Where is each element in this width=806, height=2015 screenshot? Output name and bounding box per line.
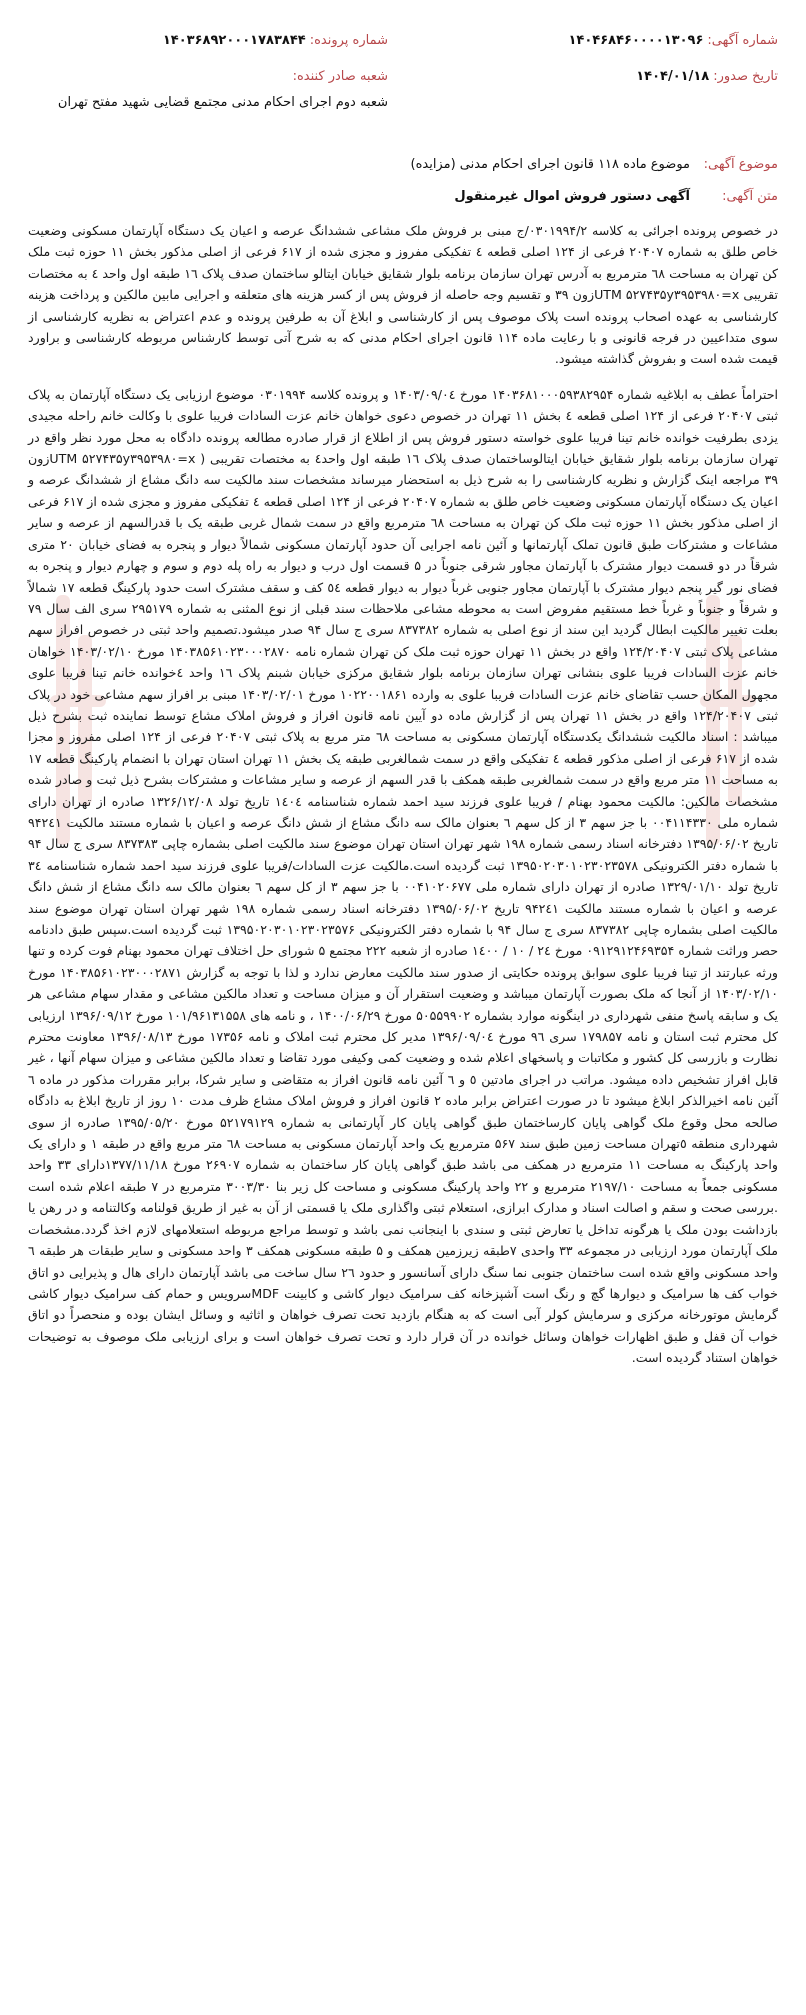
file-number: ۱۴۰۳۶۸۹۲۰۰۰۱۷۸۳۸۴۴ (162, 33, 306, 48)
ad-text-label: متن آگهی: (722, 189, 778, 204)
topic-label: موضوع آگهی: (703, 157, 778, 172)
file-number-label: شماره پرونده: (309, 33, 388, 48)
header-left-column (28, 30, 388, 128)
issue-date: ۱۴۰۴/۰۱/۱۸ (636, 69, 710, 84)
body-paragraph-2: احتراماً عطف به ابلاغیه شماره ۱۴۰۳۶۸۱۰۰۰۵۹۳۸۲۹۵۴ مورخ ۱۴۰۳/۰۹/۰٤ و پرونده کلاسه ۰۳۰۱۹۹۴ موضوع ارزیابی یک دستگاه آپارتمان به پلاک ثبتی ۲۰۴۰۷ فرعی از ۱۲۴ اصلی قطعه ٤ بخش ۱۱ تهران در خصوص دعوی خواهان خانم عزت السادات فریبا علوی با وکالت خانم راحله مجیدی یزدی بطرفیت خوانده خانم تینا فریبا علوی خواسته دستور فروش پس از اطلاع از قرار صادره مطالعه پرونده دادگاه به محل مورد نظر واقع در تهران سازمان برنامه بلوار شقایق خیابان ایتالوساختمان صدف پلاک ١٦ طبقه اول واحد٤ به مختصات تقریبی ( UTM ۵۲۷۴۳۵y۳۹۵۳۹۸۰=xزون ۳۹ مراجعه اینک گزارش و نظریه کارشناسی را به شرح ذیل به استحضار میرساند مشخصات سند مالکیت سه دانگ مشاع از ششدانگ عرصه و اعیان یک دستگاه آپارتمان مسکونی وضعیت خاص طلق به شماره ۲۰۴۰۷ فرعی از ۱۲۴ اصلی قطعه ٤ تفکیکی مفروز و مجزی شده از ۶۱۷ فرعی از اصلی مذکور بخش ۱۱ حوزه ثبت ملک کن تهران به مساحت ٦٨ مترمربع واقع در سمت شمال غربی طبقه یک با قدرالسهم از عرصه و سایر مشاعات و مشترکات طبق قانون تملک آپارتمانها و آئین نامه اجرایی آن حدود آپارتمان مسکونی شمالاً دیوار و پنجره به فضای خیابان ۲۰ متری شرقاً در دو قسمت دیوار مشترک با آپارتمان مجاور شرقی جنوباً در ۵ قسمت اول درب و دیوار به راه پله دوم و سوم و چهارم دیوار و پنجره به فضای نور گیر پنجم دیوار مشترک با آپارتمان مجاور جنوبی غرباً دیوار به دیوار قطعه ٥٤ کف و سقف مشترک است حدود پارکینگ قطعه ۱۷ شمالاً و شرقاً و جنوباً و غرباً خط مستقیم مفروض است به محوطه مشاعی ملاحظات سند قبلی از نوع المثنی به شماره ۲۹۵۱۷۹ سری الف سال ۷۹ بعلت تغییر مالکیت ابطال گردید این سند از نوع اصلی به شماره ۸۳۷۳۸۲ سری ج سال ۹۴ صدر میشود.تصمیم واحد ثبتی در خصوص افراز سهم مشاعی پلاک ثبتی ۱۲۴/۲۰۴۰۷ واقع در بخش ۱۱ تهران حوزه ثبت ملک کن تهران شماره نامه ۱۴۰۳۸۵۶۱۰۲۳۰۰۰۲۸۷۰ مورخ ۱۴۰۳/۰۲/۱۰ خواهان خانم عزت السادات فریبا علوی بنشانی تهران سازمان برنامه بلوار شقایق مرکزی خیابان شبنم پلاک ١٦ واحد ٤خوانده خانم تینا فریبا علوی مجهول المکان حسب تقاضای خانم عزت السادات فریبا علوی به وارده ۱۰۲۲۰۰۱۸۶۱ مورخ ۱۴۰۳/۰۲/۰۱ مبنی بر افراز سهم مشاعی خود در پلاک ثبتی ۱۲۴/۲۰۴۰۷ واقع در بخش ۱۱ تهران پس از گزارش ماده دو آیین نامه قانون افراز و فروش املاک مشاع توسط نماینده ثبت بشرح ذیل میباشد : اسناد مالکیت ششدانگ یکدستگاه آپارتمان مسکونی به مساحت ٦٨ متر مربع به پلاک ثبتی ۲۰۴۰۷ فرعی از ۱۲۴ اصلی مفروز و مجزا شده از ۶۱۷ فرعی از اصلی مذکور قطعه ٤ تفکیکی واقع در سمت شمالغربی طبقه یک بخش ۱۱ تهران استان تهران با انضمام پارکینگ قطعه ۱۷ به مساحت ۱۱ متر مربع واقع در سمت شمالغربی طبقه همکف با قدر السهم از عرصه و سایر مشاعات و مشترکات بشرح ذیل ثبت و صادر شده مشخصات مالکین: مالکیت محمود بهنام / فریبا علوی فرزند سید احمد شماره شناسنامه ۱٤٠٤ تاریخ تولد ۱۳۲۶/۱۲/۰۸ صادره از تهران دارای شماره ملی ۰۰۴۱۱۴۳۳۰ با جز سهم ۳ از کل سهم ٦ بعنوان مالک سه دانگ مشاع از شش دانگ عرصه و اعیان با شماره مستند مالکیت ۹۴۲٤١ تاریخ ۱۳۹۵/۰۶/۰۲ دفترخانه اسناد رسمی شماره ۱۹۸ شهر تهران استان تهران موضوع سند مالکیت اصلی بشماره چاپی ۸۳۷۳۸۳ سری ج سال ۹۴ با شماره دفتر الکترونیکی ۱۳۹۵۰۲۰۳۰۱۰۲۳۰۲۳۵۷۸ ثبت گردیده است.مالکیت عزت السادات/فریبا علوی فرزند سید احمد شماره شناسنامه ۳٤ تاریخ تولد ۱۳۲۹/۰۱/۱۰ صادره از تهران دارای شماره ملی ۰۰۴۱۰۲۰۶۷۷ با جز سهم ۳ از کل سهم ٦ بعنوان مالک سه دانگ مشاع از شش دانگ عرصه و اعیان با شماره مستند مالکیت ۹۴۲٤١ تاریخ ۱۳۹۵/۰۶/۰۲ دفترخانه اسناد رسمی شماره ۱۹۸ شهر تهران استان تهران موضوع سند مالکیت اصلی بشماره چاپی ۸۳۷۳۸۲ سری ج سال ۹۴ با شماره دفتر الکترونیکی ۱۳۹۵۰۲۰۳۰۱۰۲۳۰۲۳۵۷۶ ثبت گردیده است.سپس طبق دادنامه حصر وراثت شماره ۰۹۱۲۹۱۲۴۶۹۳۵۴ مورخ ۲٤ / ۱۰ / ۱٤۰۰ صادره از شعبه ۲۲۲ مجتمع ۵ شورای حل اختلاف تهران محمود بهنام فوت کرده و تنها ورثه عبارتند از تینا فریبا علوی سوابق پرونده حکایتی از صدور سند مالکیت معارض ندارد و لذا با توجه به گزارش ۱۴۰۳۸۵۶۱۰۲۳۰۰۰۲۸۷۱ مورخ ۱۴۰۳/۰۲/۱۰ از آنجا که ملک بصورت آپارتمان میباشد و وضعیت استقرار آن و میزان مساحت و تعداد مالکین مشاعی و مقدار سهام مشاعی هر یک و سابقه پاسخ منفی شهرداری در اینگونه موارد بشماره ۵۰۵۵۹۹۰۲ مورخ ۱۴۰۰/۰۶/۲۹ ، و نامه های ۱۰۱/۹۶۱۳۱۵۵۸ مورخ ۱۳۹۶/۰۹/۱۲ ارزیابی کل محترم ثبت استان و نامه ۱۷۹۸۵۷ سری ٩٦ مورخ ۱۳۹۶/۰۹/۰٤ مدیر کل محترم ثبت املاک و نامه ۱۷۳۵۶ مورخ ۱۳۹۶/۰۸/۱۳ معاونت محترم نظارت و بازرسی کل کشور و مکاتبات و پاسخهای اعلام شده و وضعیت کمی وکیفی مورد تقاضا و تعداد مالکین مشاعی و میزان سهام آنها ، غیر قابل افراز تشخیص داده میشود. مراتب در اجرای مادتین ٥ و ٦ آئین نامه قانون افراز به متقاضی و سایر شرکا، برابر مقررات مذکور در ماده ٦ آئین نامه اخیرالذکر ابلاغ میشود تا در صورت اعتراض برابر ماده ۲ قانون افراز و فروش املاک مشاع ظرف مدت ۱۰ روز از تاریخ ابلاغ به دادگاه صالحه محل وقوع ملک گواهی پایان کارساختمان طبق گواهی پایان کار آپارتمانی به شماره ۵۲۱۷۹۱۲۹ مورخ ۱۳۹۵/۰۵/۲۰ صادره از سوی شهرداری منطقه ٥تهران مساحت زمین طبق سند ۵۶۷ مترمربع یک واحد آپارتمان مسکونی به مساحت ٦٨ متر مربع واقع در طبقه ۱ و دارای یک واحد پارکینگ به مساحت ۱۱ مترمربع در همکف می باشد طبق گواهی پایان کار ساختمان به شماره ۲۶۹۰۷ مورخ ۱۳۷۷/۱۱/۱۸دارای ۳۳ واحد مسکونی جمعاً به مساحت ۲۱۹۷/۱۰ مترمربع و ۲۲ واحد پارکینگ مسکونی و مساحت کل زیر بنا ۳۰۰۳/۳۰ مترمربع در ۷ طبقه اعلام شده است .بررسی صحت و سقم و اصالت اسناد و مدارک ابرازی، استعلام ثبتی واگذاری ملک یا قسمتی از آن به غیر از طریق قولنامه وکالتنامه و در رهن یا بازداشت بودن ملک یا هرگونه تداخل یا تعارض ثبتی و سندی با اینجانب نمی باشد و توسط مراجع مربوطه استعلامهای لازم اخذ گردد.مشخصات ملک آپارتمان مورد ارزیابی در مجموعه ۳۳ واحدی ۷طبقه زیرزمین همکف و ۵ طبقه مسکونی همکف ۳ واحد مسکونی و سایر طبقات هر طبقه ٦ واحد مسکونی واقع شده است ساختمان جنوبی نما سنگ دارای آسانسور و حدود ٢٦ سال ساخت می باشد آپارتمان دارای هال و پذیرایی دو اتاق خواب کف ها سرامیک و دیوارها گچ و رنگ است آشپزخانه کف سرامیک دیوار کاشی و کابینت MDFسرویس و حمام کف سرامیک دیوار کاشی گرمایش موتورخانه مرکزی و سرمایش کولر آبی است که به هنگام بازدید تحت تصرف خواهان و اثاثیه و وسائل ایشان بوده و منحصراً دو اتاق خواب آن قفل و طبق اظهارات خواهان وسائل خوانده در آن قرار دارد و تحت تصرف خواهان است و برای ارزیابی ملک موصوف به توضیحات خواهان استناد گردیده است. (28, 386, 779, 1366)
topic-row (28, 154, 778, 176)
issuing-branch: شعبه دوم اجرای احکام مدنی مجتمع قضایی شهید مفتح تهران (57, 95, 388, 110)
header-right-column (418, 30, 778, 102)
ad-number-label: شماره آگهی: (707, 33, 778, 48)
notice-header (28, 30, 778, 128)
body-paragraph-1: در خصوص پرونده اجرائی به کلاسه ۰۳۰۱۹۹۴/۲/ج مبنی بر فروش ملک مشاعی ششدانگ عرصه و اعیان یک دستگاه آپارتمان مسکونی وضعیت خاص طلق به شماره ۲۰۴۰۷ فرعی از ۱۲۴ اصلی قطعه ٤ تفکیکی مفروز و مجزی شده از ۶۱۷ فرعی از اصلی مذکور بخش ۱۱ حوزه ثبت ملک کن تهران به مساحت ٦٨ مترمربع به آدرس تهران سازمان برنامه بلوار شقایق خیابان ایتالو ساختمان صدف پلاک ١٦ طبقه اول واحد ٤ به مختصات تقریبی UTM ۵۲۷۴۳۵y۳۹۵۳۹۸۰=xزون ۳۹ و تقسیم وجه حاصله از فروش پس از کسر هزینه های متعلقه و اجرایی مابین مالکین و پرداخت هزینه کارشناسی به عهده اصحاب پرونده است پلاک موصوف پس از کارشناسی و ابلاغ آن به طرفین پرونده و عدم اعتراض به نظریه کارشناسی از سوی متداعیین در فرجه قانونی و با رعایت ماده ۱۱۴ قانون اجرای احکام مدنی که به شرح آتی توسط کارشناس مربوطه کارشناسی و براورد قیمت شده است و بفروش گذاشته میشود. (28, 223, 779, 367)
topic-value: موضوع ماده ۱۱۸ قانون اجرای احکام مدنی (مزایده) (410, 157, 690, 172)
issuing-branch-label: شعبه صادر کننده: (292, 69, 388, 84)
issue-date-row (418, 66, 778, 88)
file-number-row (28, 30, 388, 52)
ad-number-row (418, 30, 778, 52)
ad-text-value: آگهی دستور فروش اموال غیرمنقول (454, 189, 690, 204)
issue-date-label: تاریخ صدور: (713, 69, 778, 84)
ad-text-row (28, 186, 778, 208)
issuing-branch-row (28, 66, 388, 114)
ad-number: ۱۴۰۴۶۸۴۶۰۰۰۰۱۳۰۹۶ (568, 33, 704, 48)
